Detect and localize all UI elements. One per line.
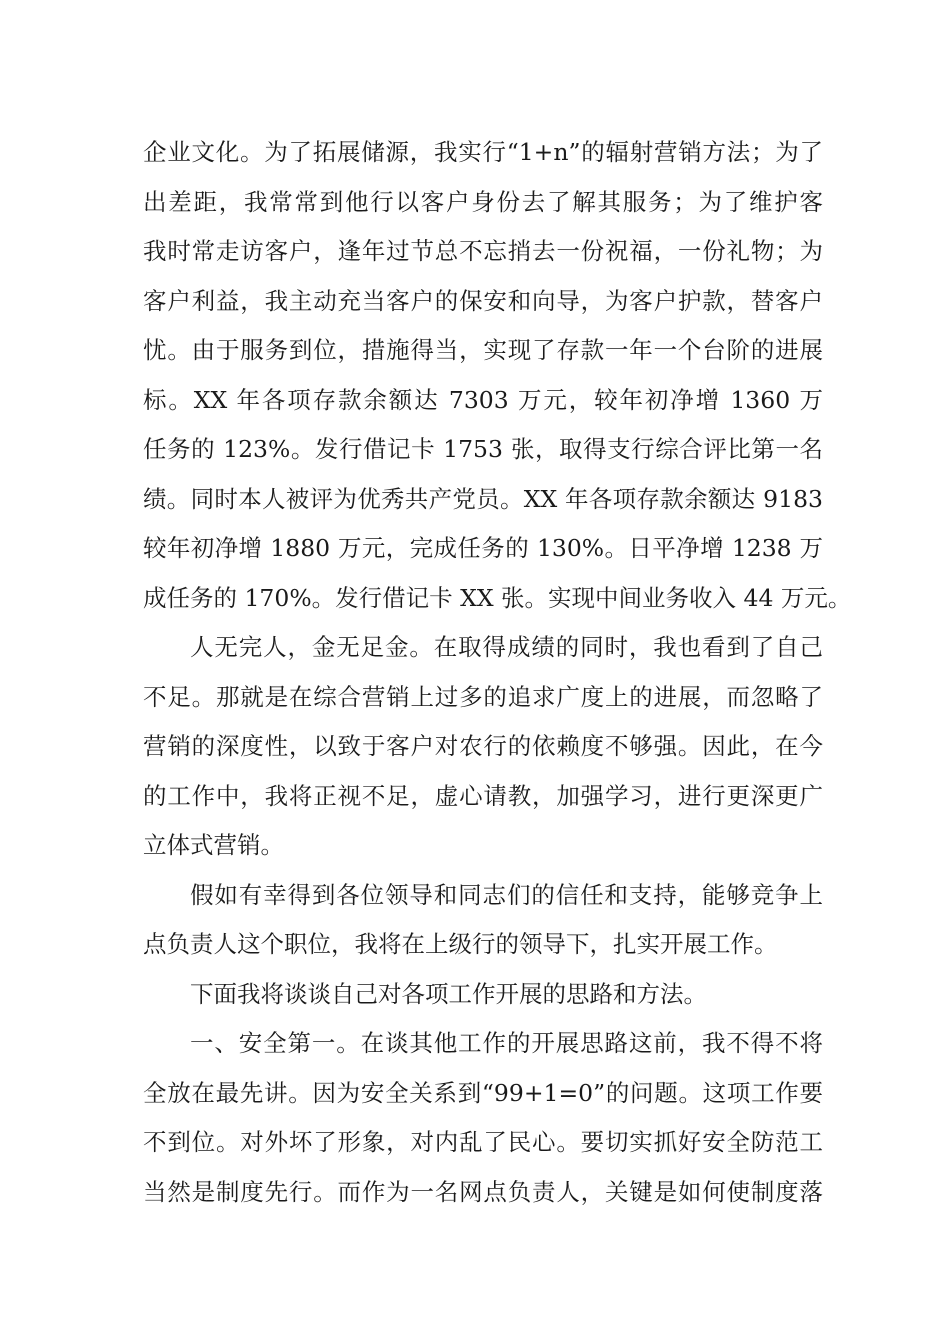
paragraph-2-line-3: 营销的深度性，以致于客户对农行的依赖度不够强。因此，在今: [143, 732, 823, 760]
paragraph-2-line-5: 立体式营销。: [143, 831, 284, 859]
paragraph-1-line-10: 成任务的 170%。发行借记卡 XX 张。实现中间业务收入 44 万元。: [143, 583, 852, 612]
paragraph-3-line-1: 假如有幸得到各位领导和同志们的信任和支持，能够竞争上: [190, 880, 823, 909]
paragraph-4-line-1: 下面我将谈谈自己对各项工作开展的思路和方法。: [190, 979, 707, 1008]
paragraph-1-line-7: 任务的 123%。发行借记卡 1753 张，取得支行综合评比第一名: [143, 435, 823, 463]
paragraph-2-line-1: 人无完人，金无足金。在取得成绩的同时，我也看到了自己: [190, 633, 823, 661]
paragraph-5-line-3: 不到位。对外坏了形象，对内乱了民心。要切实抓好安全防范工: [143, 1128, 823, 1156]
paragraph-1-line-3: 我时常走访客户，逢年过节总不忘捎去一份祝福，一份礼物；为: [143, 237, 823, 265]
paragraph-1-line-9: 较年初净增 1880 万元，完成任务的 130%。日平净增 1238 万: [143, 534, 823, 562]
paragraph-2-line-4: 的工作中，我将正视不足，虚心请教，加强学习，进行更深更广: [143, 781, 823, 810]
paragraph-1-line-6: 标。XX 年各项存款余额达 7303 万元，较年初净增 1360 万: [143, 385, 823, 414]
paragraph-1-line-8: 绩。同时本人被评为优秀共产党员。XX 年各项存款余额达 9183: [143, 484, 823, 513]
paragraph-5-line-4: 当然是制度先行。而作为一名网点负责人，关键是如何使制度落: [143, 1177, 823, 1206]
document-body: [143, 128, 852, 1217]
paragraph-1-line-1: 企业文化。为了拓展储源，我实行“1+n”的辐射营销方法；为了: [143, 138, 823, 166]
paragraph-5-line-2: 全放在最先讲。因为安全关系到“99+1=0”的问题。这项工作要: [143, 1078, 823, 1107]
paragraph-1-line-4: 客户利益，我主动充当客户的保安和向导，为客户护款，替客户: [143, 286, 823, 315]
paragraph-1-line-2: 出差距，我常常到他行以客户身份去了解其服务；为了维护客: [143, 187, 823, 216]
paragraph-5-line-1: 一、安全第一。在谈其他工作的开展思路这前，我不得不将: [190, 1029, 823, 1057]
paragraph-2-line-2: 不足。那就是在综合营销上过多的追求广度上的进展，而忽略了: [143, 682, 823, 711]
paragraph-1-line-5: 忧。由于服务到位，措施得当，实现了存款一年一个台阶的进展: [143, 336, 823, 364]
paragraph-3-line-2: 点负责人这个职位，我将在上级行的领导下，扎实开展工作。: [143, 930, 778, 958]
